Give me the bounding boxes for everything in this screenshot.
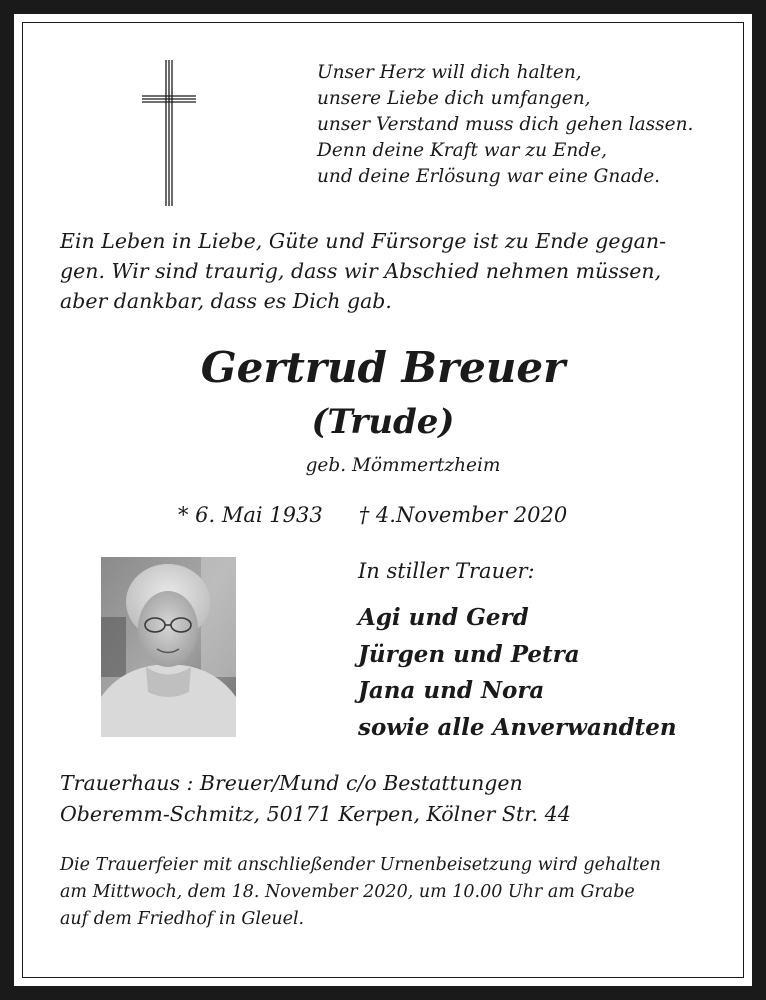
mourning-title: In stiller Trauer: [358, 559, 535, 583]
birth-date: * 6. Mai 1933 [178, 503, 323, 527]
ceremony-line: am Mittwoch, dem 18. November 2020, um 10.00 Uhr am Grabe [60, 882, 635, 902]
portrait-photo [101, 557, 236, 737]
deceased-name: Gertrud Breuer [200, 343, 566, 392]
cross-icon [140, 58, 198, 208]
poem-line: unsere Liebe dich umfangen, [317, 88, 591, 109]
ceremony-line: Die Trauerfeier mit anschließender Urnenbeisetzung wird gehalten [60, 855, 661, 875]
poem-line: und deine Erlösung war eine Gnade. [317, 166, 661, 187]
deceased-nickname: (Trude) [311, 402, 455, 442]
death-date: † 4.November 2020 [358, 503, 568, 527]
mourner-name: sowie alle Anverwandten [358, 713, 677, 741]
ceremony-line: auf dem Friedhof in Gleuel. [60, 909, 305, 929]
ceremony-details [60, 852, 661, 933]
address-line: Trauerhaus : Breuer/Mund c/o Bestattungen [60, 771, 523, 795]
poem-line: Unser Herz will dich halten, [317, 62, 582, 83]
mourner-name: Jürgen und Petra [358, 640, 580, 668]
poem-line: unser Verstand muss dich gehen lassen. [317, 114, 694, 135]
born-name: geb. Mömmertzheim [305, 455, 501, 476]
intro-line: aber dankbar, dass es Dich gab. [60, 289, 392, 313]
poem [317, 60, 737, 190]
mourners-list [358, 600, 677, 746]
address-line: Oberemm-Schmitz, 50171 Kerpen, Kölner Str. 44 [60, 802, 571, 826]
intro-line: gen. Wir sind traurig, dass wir Abschied nehmen müssen, [60, 259, 662, 283]
poem-line: Denn deine Kraft war zu Ende, [317, 140, 608, 161]
intro-text [60, 226, 720, 316]
mourner-name: Jana und Nora [358, 677, 545, 704]
mourning-house-address [60, 768, 571, 830]
mourner-name: Agi und Gerd [358, 604, 529, 631]
life-dates [178, 500, 567, 530]
intro-line: Ein Leben in Liebe, Güte und Fürsorge ist zu Ende gegan- [60, 229, 667, 253]
